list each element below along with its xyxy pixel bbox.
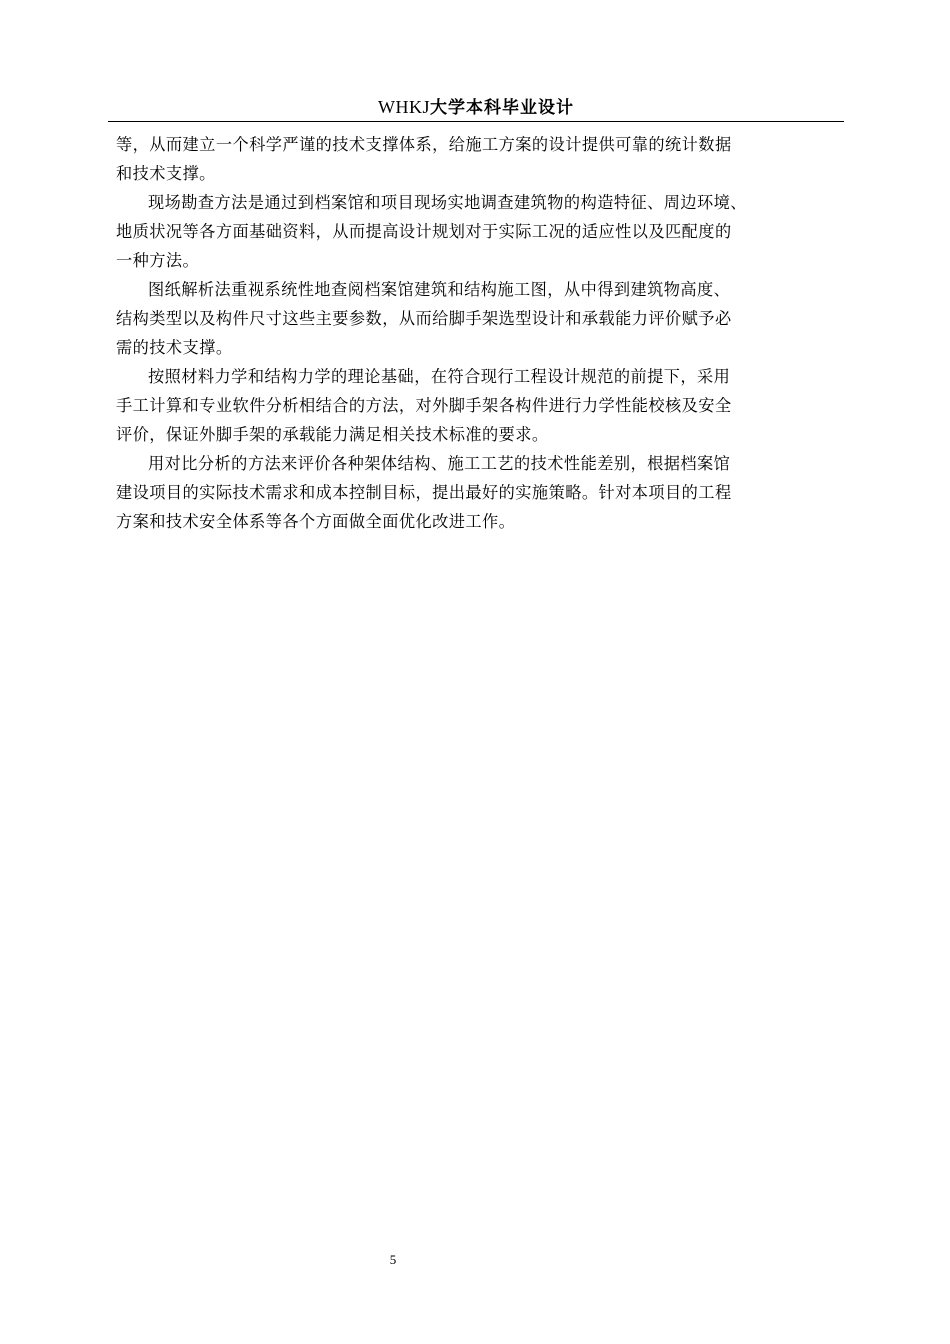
page-number: 5 (389, 1252, 397, 1267)
header-prefix: WHKJ (378, 97, 430, 117)
paragraph-line: 需的技术支撑。 (116, 338, 233, 357)
paragraph-line: 方案和技术安全体系等各个方面做全面优化改进工作。 (116, 512, 516, 531)
paragraph-line: 和技术支撑。 (116, 164, 216, 183)
paragraph-line: 等，从而建立一个科学严谨的技术支撑体系，给施工方案的设计提供可靠的统计数据 (116, 135, 732, 154)
paragraph-line: 结构类型以及构件尺寸这些主要参数，从而给脚手架选型设计和承载能力评价赋予必 (116, 309, 732, 328)
page-header (108, 94, 844, 120)
header-title: 大学本科毕业设计 (430, 98, 574, 118)
body-text (116, 130, 840, 536)
paragraph-line: 用对比分析的方法来评价各种架体结构、施工工艺的技术性能差别，根据档案馆 (148, 454, 731, 473)
paragraph (116, 275, 840, 362)
paragraph-line: 按照材料力学和结构力学的理论基础，在符合现行工程设计规范的前提下，采用 (148, 367, 731, 386)
paragraph (116, 362, 840, 449)
paragraph-line: 图纸解析法重视系统性地查阅档案馆建筑和结构施工图，从中得到建筑物高度、 (148, 280, 731, 299)
paragraph-line: 地质状况等各方面基础资料，从而提高设计规划对于实际工况的适应性以及匹配度的 (116, 222, 732, 241)
paragraph (116, 449, 840, 536)
paragraph-line: 一种方法。 (116, 251, 200, 270)
paragraph-line: 现场勘查方法是通过到档案馆和项目现场实地调查建筑物的构造特征、周边环境、 (148, 193, 747, 212)
paragraph (116, 188, 840, 275)
paragraph-line: 手工计算和专业软件分析相结合的方法，对外脚手架各构件进行力学性能校核及安全 (116, 396, 732, 415)
paragraph-line: 建设项目的实际技术需求和成本控制目标，提出最好的实施策略。针对本项目的工程 (116, 483, 732, 502)
header-rule (108, 121, 844, 122)
paragraph-line: 评价，保证外脚手架的承载能力满足相关技术标准的要求。 (116, 425, 549, 444)
paragraph (116, 130, 840, 188)
